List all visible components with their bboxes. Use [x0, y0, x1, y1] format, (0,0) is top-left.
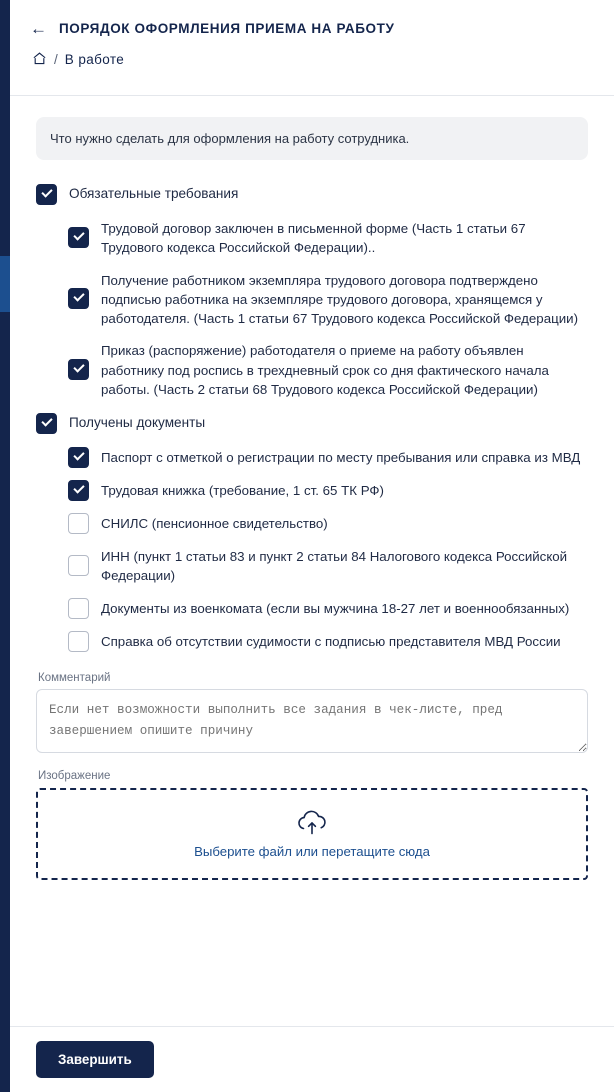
checklist-item-label: Получение работником экземпляра трудового договора подтверждено подписью работника на экземпляре трудового договора, хранящемся у работодателя. (Часть 1 статьи 67 Трудового кодекса Российской Федерации)	[101, 272, 578, 327]
comment-label: Комментарий	[38, 671, 111, 684]
dropzone-text: Выберите файл или перетащите сюда	[194, 843, 430, 859]
checklist-item-label: Справка об отсутствии судимости с подписью представителя МВД России	[101, 634, 561, 650]
checkbox[interactable]	[68, 447, 89, 468]
left-edge-active-marker	[0, 256, 10, 312]
checkbox[interactable]	[68, 359, 89, 380]
checklist-group-label: Обязательные требования	[69, 186, 239, 201]
checklist-item[interactable]	[36, 474, 588, 507]
checkbox[interactable]	[68, 288, 89, 309]
checklist-item-label: Документы из военкомата (если вы мужчина 18-27 лет и военнообязанных)	[101, 601, 570, 617]
checkbox[interactable]	[36, 184, 57, 205]
checklist-item-label: Паспорт с отметкой о регистрации по месту пребывания или справка из МВД	[101, 450, 581, 466]
left-edge-strip	[0, 0, 10, 1092]
checklist-item[interactable]	[36, 334, 588, 405]
arrow-left-icon[interactable]: ←	[30, 19, 47, 38]
checkbox[interactable]	[68, 555, 89, 576]
breadcrumb-current[interactable]: В работе	[64, 52, 125, 68]
checklist-group	[36, 407, 588, 658]
checklist-group-header[interactable]	[36, 178, 588, 212]
breadcrumb-separator: /	[54, 52, 58, 68]
checklist-item[interactable]	[36, 441, 588, 474]
checkbox[interactable]	[68, 598, 89, 619]
checklist-item-label: Трудовая книжка (требование, 1 ст. 65 ТК РФ)	[101, 483, 384, 499]
checkbox[interactable]	[36, 413, 57, 434]
checklist-group-header[interactable]	[36, 407, 588, 441]
checklist-item-label: Приказ (распоряжение) работодателя о приеме на работу объявлен работнику под роспись в трехдневный срок со дня фактического начала работы. (Часть 2 статьи 68 Трудового кодекса Российской Федерации)	[101, 343, 549, 397]
header-top-row	[10, 0, 614, 37]
image-upload-label: Изображение	[38, 770, 111, 783]
breadcrumb	[10, 37, 614, 69]
checklist-item[interactable]	[36, 592, 588, 625]
page-footer	[10, 1026, 614, 1092]
submit-button[interactable]: Завершить	[36, 1041, 154, 1078]
image-dropzone[interactable]	[36, 788, 588, 880]
checklist-item-label: ИНН (пункт 1 статьи 83 и пункт 2 статьи 84 Налогового кодекса Российской Федерации)	[101, 549, 568, 584]
page-title: ПОРЯДОК ОФОРМЛЕНИЯ ПРИЕМА НА РАБОТУ	[59, 21, 395, 36]
checkbox[interactable]	[68, 631, 89, 652]
checklist-item-label: Трудовой договор заключен в письменной форме (Часть 1 статьи 67 Трудового кодекса Российской Федерации)..	[101, 221, 526, 256]
checklist-item[interactable]	[36, 507, 588, 540]
checklist-group-label: Получены документы	[69, 415, 206, 431]
checklist-item[interactable]	[36, 264, 588, 335]
checkbox[interactable]	[68, 227, 89, 248]
home-icon[interactable]	[32, 51, 47, 69]
checkbox[interactable]	[68, 513, 89, 534]
info-banner: Что нужно сделать для оформления на работу сотрудника.	[36, 117, 588, 160]
cloud-upload-icon	[295, 810, 329, 836]
page-header	[10, 0, 614, 96]
page-content	[10, 97, 614, 1092]
checklist-item-label: СНИЛС (пенсионное свидетельство)	[101, 516, 328, 532]
checklist-item[interactable]	[36, 540, 588, 592]
checklist-item[interactable]	[36, 625, 588, 658]
checklist-item[interactable]	[36, 212, 588, 264]
comment-input[interactable]	[36, 689, 588, 754]
checkbox[interactable]	[68, 480, 89, 501]
checklist-group	[36, 178, 588, 405]
